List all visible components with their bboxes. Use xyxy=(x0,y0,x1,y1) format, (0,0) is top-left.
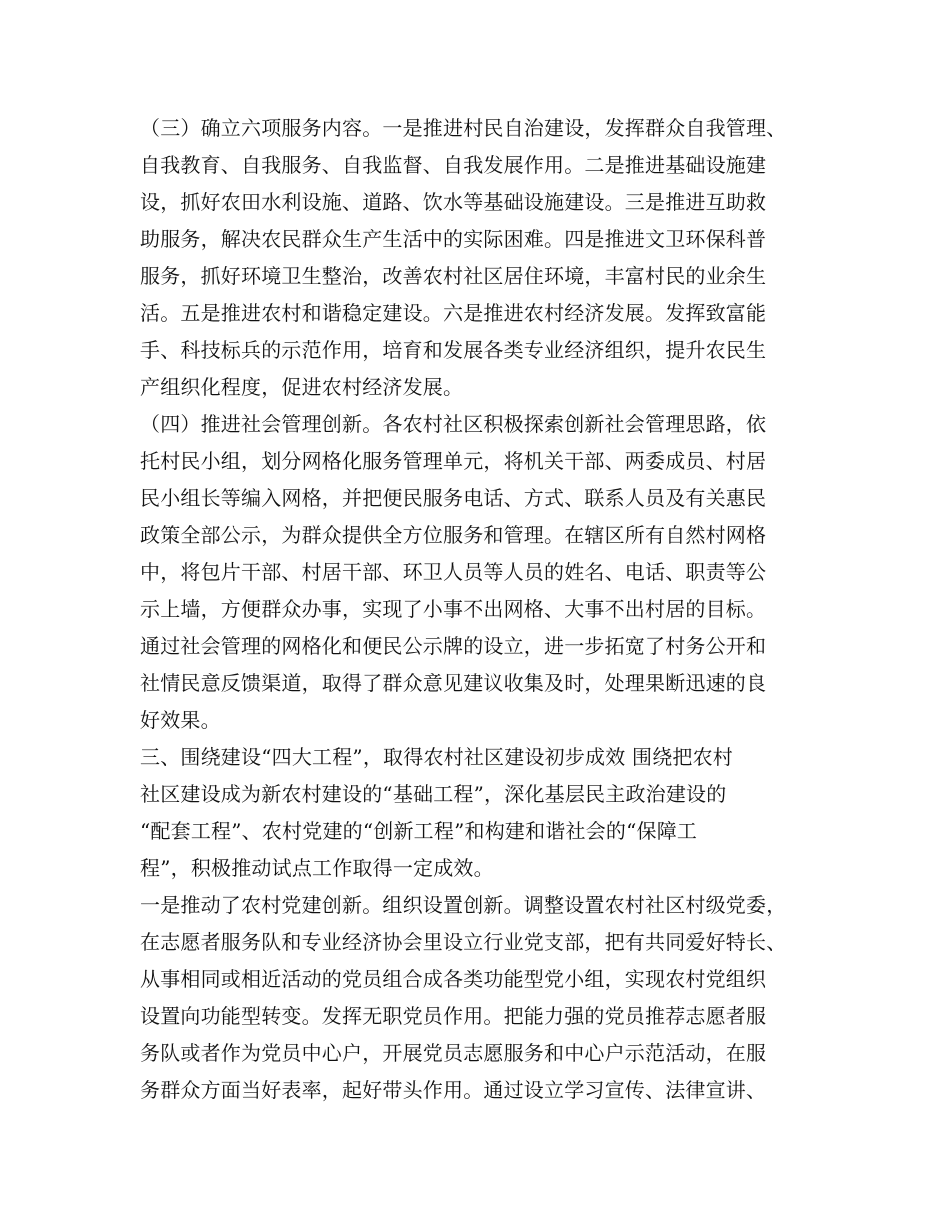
text-line: 设置向功能型转变。发挥无职党员作用。把能力强的党员推荐志愿者服 xyxy=(140,1004,767,1028)
text-line: 自我教育、自我服务、自我监督、自我发展作用。二是推进基础设施建 xyxy=(140,153,767,177)
text-line: 中，将包片干部、村居干部、环卫人员等人员的姓名、电话、职责等公 xyxy=(140,560,767,584)
text-line: （四）推进社会管理创新。各农村社区积极探索创新社会管理思路，依 xyxy=(140,412,767,436)
text-line: 设，抓好农田水利设施、道路、饮水等基础设施建设。三是推进互助救 xyxy=(140,190,767,214)
text-line: 托村民小组，划分网格化服务管理单元，将机关干部、两委成员、村居 xyxy=(140,449,767,473)
text-line: 助服务，解决农民群众生产生活中的实际困难。四是推进文卫环保科普 xyxy=(140,227,767,251)
text-line: 务队或者作为党员中心户，开展党员志愿服务和中心户示范活动，在服 xyxy=(140,1041,767,1065)
text-line: 手、科技标兵的示范作用，培育和发展各类专业经济组织，提升农民生 xyxy=(140,338,767,362)
text-line: 好效果。 xyxy=(140,708,221,732)
text-line: 产组织化程度，促进农村经济发展。 xyxy=(140,375,464,399)
text-line: 社情民意反馈渠道，取得了群众意见建议收集及时，处理果断迅速的良 xyxy=(140,671,767,695)
text-line: 通过社会管理的网格化和便民公示牌的设立，进一步拓宽了村务公开和 xyxy=(140,634,767,658)
text-line: “配套工程”、农村党建的“创新工程”和构建和谐社会的“保障工 xyxy=(140,819,698,843)
text-line: 从事相同或相近活动的党员组合成各类功能型党小组，实现农村党组织 xyxy=(140,967,767,991)
text-line: 一是推动了农村党建创新。组织设置创新。调整设置农村社区村级党委， xyxy=(140,893,787,917)
section-heading-line: 三、围绕建设“四大工程”，取得农村社区建设初步成效 围绕把农村 xyxy=(140,745,734,769)
text-line: 社区建设成为新农村建设的“基础工程”，深化基层民主政治建设的 xyxy=(140,782,727,806)
text-line: 程”，积极推动试点工作取得一定成效。 xyxy=(140,856,494,880)
text-line: 活。五是推进农村和谐稳定建设。六是推进农村经济发展。发挥致富能 xyxy=(140,301,767,325)
text-line: 示上墙，方便群众办事，实现了小事不出网格、大事不出村居的目标。 xyxy=(140,597,767,621)
text-line: （三）确立六项服务内容。一是推进村民自治建设，发挥群众自我管理、 xyxy=(140,116,787,140)
text-line: 务群众方面当好表率，起好带头作用。通过设立学习宣传、法律宣讲、 xyxy=(140,1078,767,1102)
body-text xyxy=(140,110,830,1109)
text-line: 民小组长等编入网格，并把便民服务电话、方式、联系人员及有关惠民 xyxy=(140,486,767,510)
text-line: 在志愿者服务队和专业经济协会里设立行业党支部，把有共同爱好特长、 xyxy=(140,930,787,954)
text-line: 服务，抓好环境卫生整治，改善农村社区居住环境，丰富村民的业余生 xyxy=(140,264,767,288)
text-line: 政策全部公示，为群众提供全方位服务和管理。在辖区所有自然村网格 xyxy=(140,523,767,547)
